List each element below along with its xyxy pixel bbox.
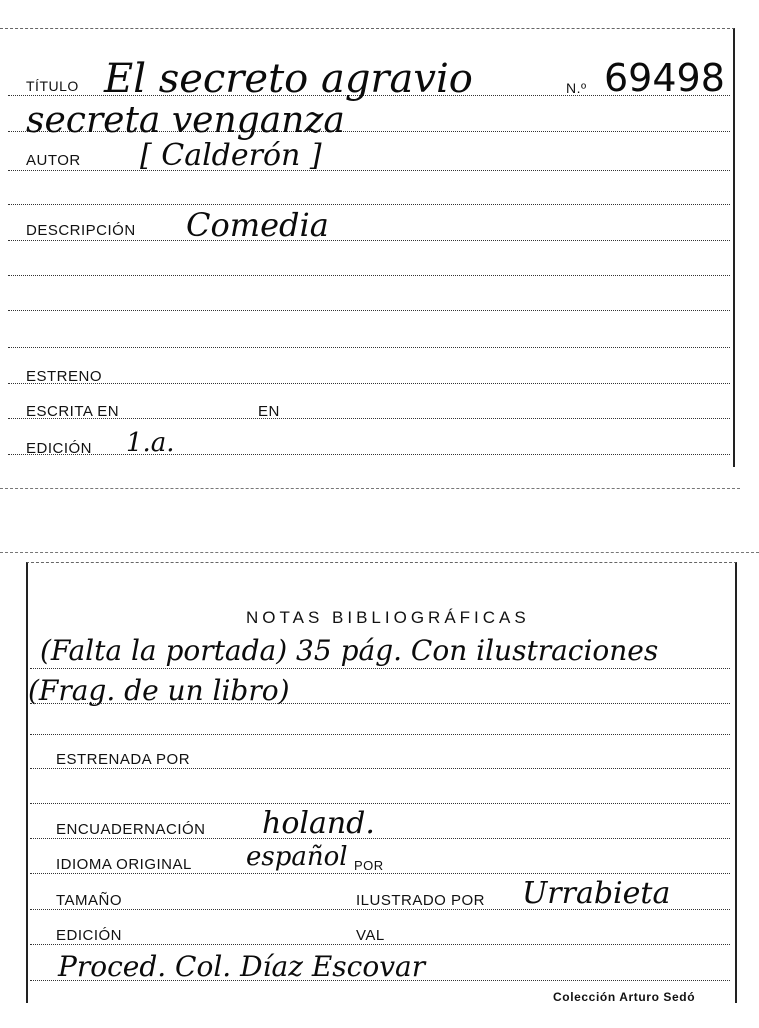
encuadernacion-rule xyxy=(30,838,730,839)
scan-edge-bottom-card xyxy=(0,552,759,553)
collection-footer: Colección Arturo Sedó xyxy=(553,990,696,1004)
edicion-bottom-label: EDICIÓN xyxy=(56,927,123,944)
encuadernacion-value: holand. xyxy=(262,806,375,841)
idioma-original-label: IDIOMA ORIGINAL xyxy=(56,856,192,873)
blank-rule-3 xyxy=(8,310,730,311)
descripcion-value: Comedia xyxy=(186,206,329,244)
autor-rule xyxy=(8,170,730,171)
blank-rule-5 xyxy=(30,803,730,804)
edicion-rule xyxy=(8,454,730,455)
notas-value-line2: (Frag. de un libro) xyxy=(28,674,290,707)
autor-label: AUTOR xyxy=(26,152,81,169)
estreno-rule xyxy=(8,383,730,384)
edicion-label: EDICIÓN xyxy=(26,440,93,457)
estrenada-rule xyxy=(30,768,730,769)
numero-label: N.º xyxy=(566,80,587,96)
procedencia-value: Proced. Col. Díaz Escovar xyxy=(58,950,426,983)
val-label: VAL xyxy=(356,927,385,944)
scan-edge-top-card xyxy=(0,488,740,489)
idioma-rule xyxy=(30,873,730,874)
por-label: POR xyxy=(354,858,384,873)
ilustrado-por-label: ILUSTRADO POR xyxy=(356,892,486,909)
notas-value-line1: (Falta la portada) 35 pág. Con ilustraciones xyxy=(40,634,659,667)
notas-rule-3 xyxy=(30,734,730,735)
idioma-original-value: español xyxy=(246,842,348,872)
ilustrado-por-value: Urrabieta xyxy=(522,876,671,911)
edicion2-rule xyxy=(30,944,730,945)
autor-value: [ Calderón ] xyxy=(140,138,322,173)
blank-rule-2 xyxy=(8,275,730,276)
estrenada-por-label: ESTRENADA POR xyxy=(56,751,191,768)
descripcion-rule xyxy=(8,240,730,241)
titulo-value-line2: secreta venganza xyxy=(26,100,345,141)
blank-rule-1 xyxy=(8,204,730,205)
notas-heading: NOTAS BIBLIOGRÁFICAS xyxy=(246,608,530,627)
estreno-label: ESTRENO xyxy=(26,368,103,385)
titulo-label: TÍTULO xyxy=(26,78,79,94)
escrita-en-label: ESCRITA EN xyxy=(26,403,120,420)
encuadernacion-label: ENCUADERNACIÓN xyxy=(56,821,206,838)
numero-value: 69498 xyxy=(604,56,725,100)
blank-rule-4 xyxy=(8,347,730,348)
titulo-value-line1: El secreto agravio xyxy=(104,56,473,102)
en-label: EN xyxy=(258,403,280,420)
edicion-value: 1.a. xyxy=(126,428,175,458)
notas-rule-1 xyxy=(30,668,730,669)
descripcion-label: DESCRIPCIÓN xyxy=(26,222,136,239)
tamano-label: TAMAÑO xyxy=(56,892,123,909)
